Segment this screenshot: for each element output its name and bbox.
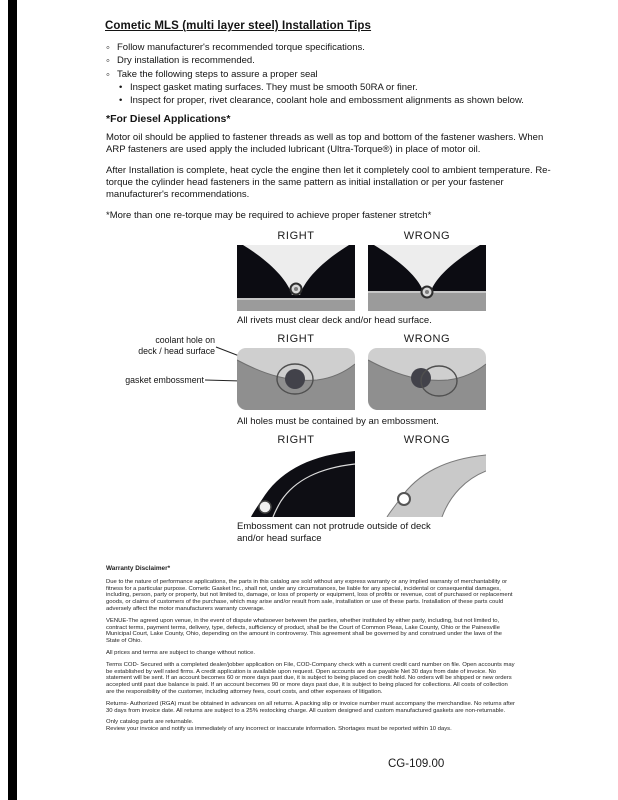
wrong-label-row2: WRONG: [403, 333, 451, 345]
tip-item: [106, 69, 576, 82]
prices-paragraph: All prices and terms are subject to change without notice.: [106, 649, 255, 656]
filled-bullet-icon: [119, 82, 130, 94]
warranty-disclaimer-section: [106, 566, 515, 733]
page-number: CG-109.00: [388, 758, 445, 770]
tip-item: [106, 55, 576, 68]
hollow-bullet-icon: [106, 55, 117, 68]
coolant-hole-wrong-diagram: [368, 348, 486, 410]
hollow-bullet-icon: [106, 42, 117, 55]
coolant-hole-right-diagram: [237, 348, 355, 410]
tip-text: Take the following steps to assure a proper seal: [117, 68, 318, 80]
diesel-heading: *For Diesel Applications*: [106, 113, 231, 125]
tip-text: Inspect gasket mating surfaces. They must be smooth 50RA or finer.: [130, 82, 418, 94]
right-label-row1: RIGHT: [277, 230, 315, 242]
diagrams-section: [0, 226, 618, 562]
terms-paragraph: Terms COD- Secured with a completed dealer/jobber application on File, COD-Company check with a current credit card number on file. Open accounts may be established by well rated firms. A credit application is available upon request. Open accounts are due payable Net 30 days from date of invoice. No statement will be sent. If an account becomes 60 or more days past due, it is subject to being placed on credit hold. No orders will be shipped or new orders accepted until past due balance is paid. If an account becomes 90 or more days past due, it is subject to being placed for collections. All costs of collection are the responsibility of the customer, including attorney fees, court costs, and other expenses of litigation.: [106, 661, 515, 695]
wrong-label-row3: WRONG: [403, 434, 451, 446]
bolt-hole-icon: [398, 493, 410, 505]
retorque-note: *More than one re-torque may be required to achieve proper fastener stretch*: [106, 210, 432, 221]
hollow-bullet-icon: [106, 69, 117, 82]
tip-text: Follow manufacturer's recommended torque specifications.: [117, 42, 365, 53]
filled-bullet-icon: [119, 95, 130, 107]
right-label-row2: RIGHT: [277, 333, 315, 345]
embossment-wrong-diagram: [368, 449, 486, 517]
coolant-hole-icon: [285, 369, 305, 389]
tip-item: [106, 42, 576, 55]
tips-list: [106, 42, 576, 107]
embossment-containment-caption: All holes must be contained by an embossment.: [237, 416, 439, 427]
tip-subitem: [119, 95, 576, 107]
warranty-heading: Warranty Disclaimer*: [106, 565, 171, 572]
warranty-paragraph: Due to the nature of performance applications, the parts in this catalog are sold without any express warranty or any implied warranty of merchantability or fitness for a particular purpose. Cometic Gasket Inc., shall not, under any circumstances, be liable for any special, incidental or consequential damages, including, person, party or property, but not limited to, damage, or loss of property or equipment, loss of profits or revenue, cost of purchased or replacement goods, or claims of customers of the purchase, which may arise and/or result from sale, installation or use of these parts. Installation of these parts could adversely affect the motor manufacturers warranty coverage.: [106, 578, 513, 612]
diesel-applications-section: [106, 113, 564, 222]
venue-paragraph: VENUE-The agreed upon venue, in the event of dispute whatsoever between the parties, whether instituted by either party, including, but not limited to, contract terms, payment terms, delivery, type, defects, sufficiency of product, shall be the Court of Common Pleas, Lake County, Ohio or the Painesville Municipal Court, Lake County, Ohio, depending on the amount in controversy. This agreement shall be governed by and construed under the laws of the State of Ohio.: [106, 617, 502, 645]
wrong-label-row1: WRONG: [403, 230, 451, 242]
diesel-paragraph-1: Motor oil should be applied to fastener threads as well as top and bottom of the fastener washers. When ARP fasteners are used apply the included lubricant (Ultra-Torque®) in place of motor oil.: [106, 132, 544, 155]
right-label-row3: RIGHT: [277, 434, 315, 446]
gasket-embossment-callout: gasket embossment: [125, 375, 204, 385]
bolt-hole-icon: [259, 501, 271, 513]
tip-subitem: [119, 82, 576, 94]
diesel-paragraph-2: After Installation is complete, heat cycle the engine then let it completely cool to ambient temperature. Re-torque the cylinder head fasteners in the same pattern as initial installation or per your fastener manufacturer's recommendations.: [106, 165, 551, 200]
rivet-wrong-diagram: [368, 245, 486, 311]
rivet-right-diagram: [237, 245, 355, 311]
coolant-hole-callout-line1: coolant hole on: [155, 335, 215, 345]
embossment-protrusion-caption: Embossment can not protrude outside of deck and/or head surface: [237, 521, 431, 544]
catalog-parts-line: Only catalog parts are returnable.: [106, 719, 194, 726]
returns-paragraph: Returns- Authorized (RGA) must be obtained in advances on all returns. A packing slip or invoice number must accompany the merchandise. No returns after 30 days from invoice date. All returns are subject to a 25% restocking charge. All custom designed and custom manufactured gaskets are non-returnable.: [106, 700, 515, 714]
tips-sublist: [119, 82, 576, 107]
coolant-hole-callout-line2: deck / head surface: [138, 345, 215, 356]
embossment-right-diagram: [237, 449, 355, 517]
review-invoice-line: Review your invoice and notify us immediately of any incorrect or inaccurate information. Shortages must be reported within 10 days.: [106, 726, 452, 733]
rivet-caption: All rivets must clear deck and/or head surface.: [237, 315, 432, 326]
tip-text: Dry installation is recommended.: [117, 55, 255, 67]
coolant-hole-callout: [123, 335, 215, 356]
tip-text: Inspect for proper, rivet clearance, coolant hole and embossment alignments as shown below.: [130, 94, 524, 106]
page-title: Cometic MLS (multi layer steel) Installation Tips: [105, 20, 372, 32]
